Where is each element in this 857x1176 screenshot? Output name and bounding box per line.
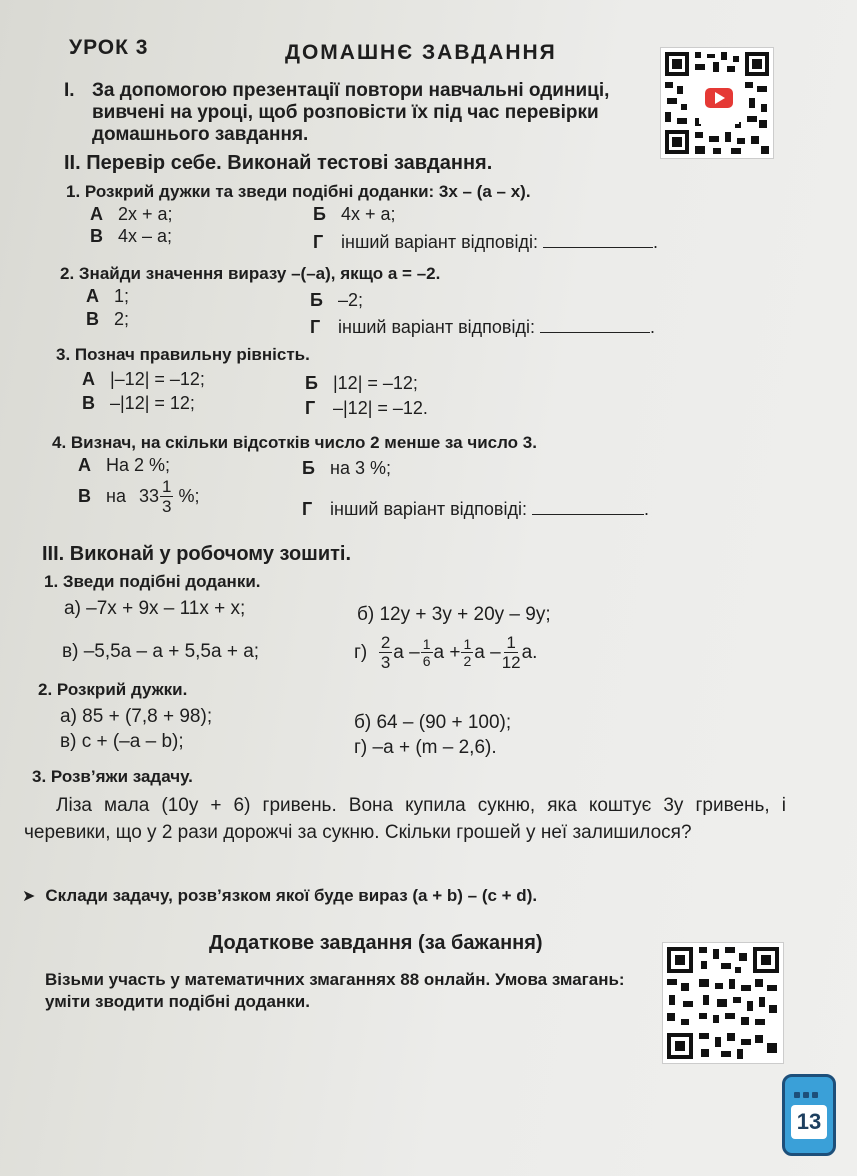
fraction-numerator: 1 <box>506 633 516 652</box>
option-b[interactable] <box>302 458 391 479</box>
task-1-line: вивчені на уроці, щоб розповісти їх під час перевірки <box>92 102 599 123</box>
option-text: інший варіант відповіді: <box>338 317 535 337</box>
option-text: на 3 %; <box>330 458 391 478</box>
fraction-term: a. <box>521 641 538 663</box>
option-v[interactable] <box>86 309 129 330</box>
answer-blank[interactable] <box>543 231 653 248</box>
test-question-3: 3. Познач правильну рівність. <box>56 345 310 364</box>
option-text: %; <box>178 486 200 506</box>
option-letter: В <box>82 393 95 413</box>
option-text: 4x – a; <box>118 226 173 246</box>
fraction <box>421 637 433 668</box>
option-text: –2; <box>338 290 364 310</box>
fraction-denominator: 12 <box>501 653 521 672</box>
exercise-1b: б) 12y + 3y + 20y – 9y; <box>357 604 551 625</box>
option-letter: А <box>86 286 99 306</box>
fraction-denominator: 3 <box>380 653 391 672</box>
option-letter: Б <box>302 458 315 478</box>
option-v[interactable] <box>82 393 195 414</box>
test-question-4: 4. Визнач, на скільки відсотків число 2 менше за число 3. <box>52 433 537 452</box>
option-g[interactable] <box>310 316 655 338</box>
additional-text <box>45 969 625 1013</box>
word-problem: Ліза мала (10y + 6) гривень. Вона купила сукню, яка коштує 3y гривень, і черевики, що у 2 рази дорожчі за сукню. Скільки грошей у неї залишилося? <box>24 795 786 843</box>
option-g[interactable] <box>313 231 658 253</box>
task-1-line: домашнього завдання. <box>92 124 309 145</box>
option-text: –|12| = –12. <box>333 398 428 418</box>
option-text: |–12| = –12; <box>110 369 205 389</box>
option-g[interactable] <box>302 498 649 520</box>
option-letter: А <box>78 455 91 475</box>
mixed-number-whole: 33 <box>138 486 159 506</box>
option-g[interactable] <box>305 398 428 419</box>
fraction-numerator: 1 <box>463 636 472 652</box>
option-letter: В <box>78 486 91 506</box>
option-letter: Б <box>313 204 326 224</box>
option-letter: В <box>86 309 99 329</box>
fraction-denominator: 3 <box>162 497 172 516</box>
option-letter: Б <box>305 373 318 393</box>
arrow-icon: ➤ <box>22 888 36 905</box>
exercise-3-title: 3. Розв’яжи задачу. <box>32 767 193 786</box>
option-v[interactable] <box>78 478 199 515</box>
option-b[interactable] <box>313 204 396 225</box>
lesson-label: УРОК 3 <box>69 36 149 59</box>
fraction-term: a + <box>433 641 461 663</box>
fraction <box>461 637 473 668</box>
option-letter: Г <box>305 398 316 418</box>
option-text: інший варіант відповіді: <box>330 499 527 519</box>
fraction-numerator: 2 <box>380 633 391 652</box>
option-letter: Г <box>302 499 313 519</box>
fraction-denominator: 6 <box>422 653 431 669</box>
page-title: ДОМАШНЄ ЗАВДАННЯ <box>285 41 557 64</box>
option-text: 4x + a; <box>341 204 396 224</box>
fraction-numerator: 1 <box>422 636 431 652</box>
option-v[interactable] <box>90 226 172 247</box>
option-text: 1; <box>114 286 130 306</box>
fraction-term: a – <box>393 641 420 663</box>
answer-blank[interactable] <box>540 316 650 333</box>
exercise-2b: б) 64 – (90 + 100); <box>354 712 512 733</box>
option-text: на <box>106 486 126 506</box>
task-3-heading: ІІІ. Виконай у робочому зошиті. <box>42 543 352 565</box>
task-1-line: За допомогою презентації повтори навчальні одиниці, <box>92 80 610 101</box>
additional-line: Візьми участь у математичних змаганнях 88 онлайн. Умова змагань: <box>45 970 625 989</box>
option-letter: А <box>90 204 103 224</box>
option-text: 2x + a; <box>118 204 173 224</box>
task-1-text <box>92 80 609 146</box>
option-a[interactable] <box>82 369 205 390</box>
exercise-2-title: 2. Розкрий дужки. <box>38 680 188 699</box>
option-dot: . <box>643 499 649 519</box>
option-b[interactable] <box>305 373 418 394</box>
option-text: інший варіант відповіді: <box>341 232 538 252</box>
fraction-term: a – <box>474 641 501 663</box>
option-letter: В <box>90 226 103 246</box>
exercise-2a: а) 85 + (7,8 + 98); <box>60 706 213 727</box>
exercise-1v: в) –5,5a – a + 5,5a + a; <box>62 641 260 662</box>
option-a[interactable] <box>90 204 173 225</box>
exercise-1a: а) –7x + 9x – 11x + x; <box>64 598 246 619</box>
option-dot: . <box>652 232 658 252</box>
option-letter: А <box>82 369 95 389</box>
option-letter: Г <box>313 232 324 252</box>
exercise-2v: в) c + (–a – b); <box>60 731 184 752</box>
exercise-1-title: 1. Зведи подібні доданки. <box>44 572 261 591</box>
additional-line: уміти зводити подібні доданки. <box>45 992 310 1011</box>
qr-code-competition[interactable] <box>662 942 784 1064</box>
page-number: 13 <box>791 1105 827 1139</box>
fraction <box>502 634 521 671</box>
option-text: |12| = –12; <box>333 373 418 393</box>
answer-blank[interactable] <box>532 498 644 515</box>
test-question-2: 2. Знайди значення виразу –(–a), якщо a = –2. <box>60 264 441 283</box>
option-dot: . <box>649 317 655 337</box>
fraction-numerator: 1 <box>162 477 172 496</box>
option-text: –|12| = 12; <box>110 393 195 413</box>
calculator-icon <box>794 1085 821 1103</box>
option-text: 2; <box>114 309 130 329</box>
page-number-badge <box>782 1074 836 1156</box>
fraction-denominator: 2 <box>463 653 472 669</box>
test-question-1: 1. Розкрий дужки та зведи подібні доданки: 3x – (a – x). <box>66 182 531 201</box>
additional-heading: Додаткове завдання (за бажання) <box>209 932 543 954</box>
exercise-label: г) <box>354 641 368 663</box>
option-text: На 2 %; <box>106 455 171 475</box>
option-letter: Г <box>310 317 321 337</box>
option-a[interactable] <box>86 286 129 307</box>
option-letter: Б <box>310 290 323 310</box>
exercise-2g: г) –a + (m – 2,6). <box>354 737 497 758</box>
task-2-heading: ІІ. Перевір себе. Виконай тестові завдання. <box>64 152 493 174</box>
option-a[interactable] <box>78 455 170 476</box>
option-b[interactable] <box>310 290 363 311</box>
extra-task <box>22 886 537 906</box>
task-1-number: І. <box>64 80 75 101</box>
qr-code-video[interactable] <box>660 47 774 159</box>
extra-task-text: Склади задачу, розв’язком якої буде вираз (a + b) – (c + d). <box>45 886 538 905</box>
fraction <box>379 634 392 671</box>
mixed-number-fraction <box>160 478 173 515</box>
exercise-1g <box>354 634 537 671</box>
